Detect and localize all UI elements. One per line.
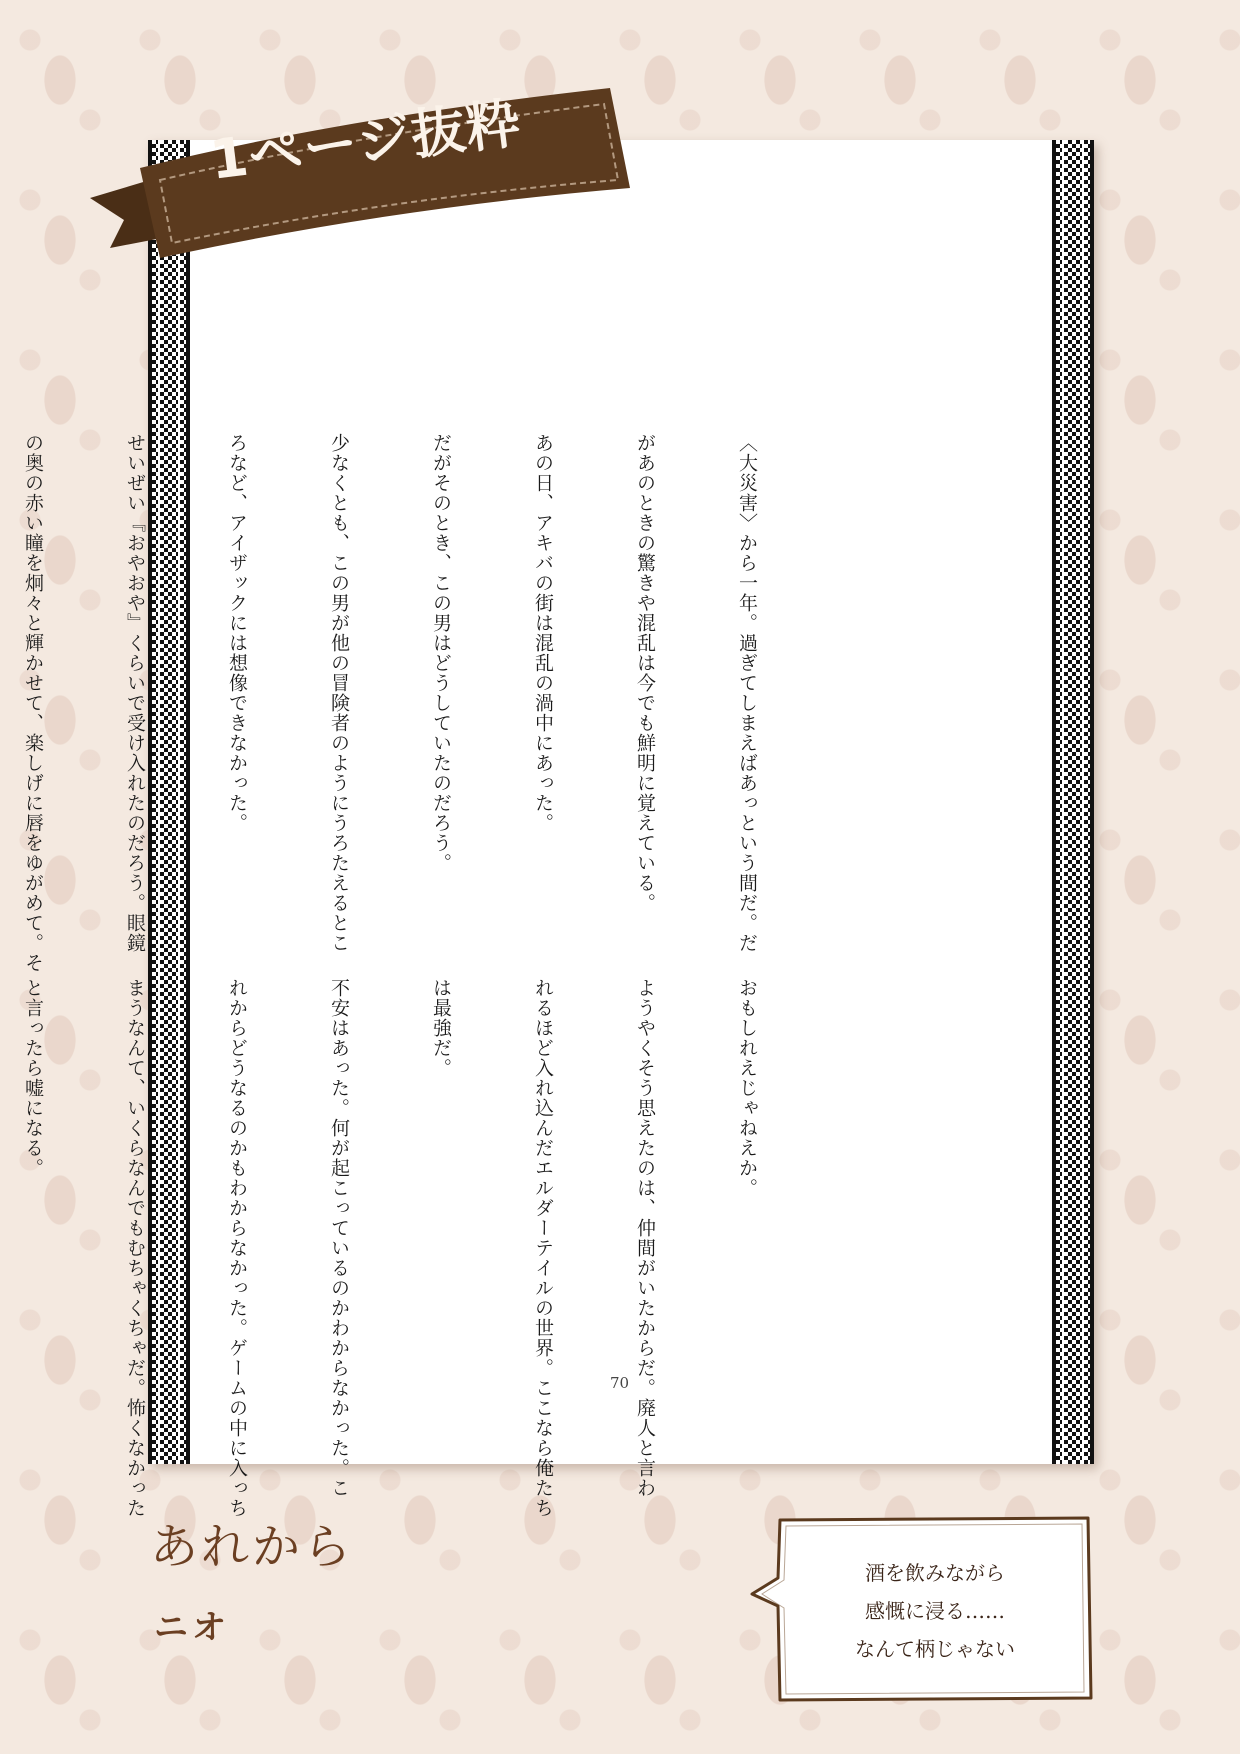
banner-title: 1ページ抜粋: [206, 91, 525, 192]
text-line: 不安はあった。何が起こっているのかわからなかった。こ: [328, 978, 350, 1498]
text-line: まうなんて、いくらなんでもむちゃくちゃだ。怖くなかった: [124, 978, 146, 1518]
excerpt-text-lower: [0, 978, 832, 1518]
work-title: あれから: [150, 1519, 355, 1575]
text-line: と言ったら嘘になる。: [22, 978, 44, 1178]
text-line: れるほど入れ込んだエルダーテイルの世界。ここなら俺たち: [532, 978, 554, 1518]
bubble-caption: [790, 1554, 1080, 1668]
text-line: ろなど、アイザックには想像できなかった。: [226, 433, 248, 833]
excerpt-banner: [90, 88, 650, 258]
caption-line: 酒を飲みながら: [865, 1561, 1005, 1585]
text-line: ようやくそう思えたのは、仲間がいたからだ。廃人と言わ: [634, 978, 656, 1498]
caption-line: 感慨に浸る……: [865, 1599, 1005, 1623]
page-number: 70: [610, 1374, 630, 1392]
text-line: は最強だ。: [430, 978, 452, 1078]
text-line: 〈大災害〉から一年。過ぎてしまえばあっという間だ。だ: [736, 433, 758, 953]
text-line: れからどうなるのかもわからなかった。ゲームの中に入っち: [226, 978, 248, 1518]
text-line: だがそのとき、この男はどうしていたのだろう。: [430, 433, 452, 873]
text-line: せいぜい『おやおや』くらいで受け入れたのだろう。眼鏡: [124, 433, 146, 953]
text-line: 少なくとも、この男が他の冒険者のようにうろたえるとこ: [328, 433, 350, 953]
excerpt-page: [22, 140, 1094, 1518]
checkered-border-right: [1052, 140, 1094, 1464]
author-name: ニオ: [154, 1608, 230, 1648]
text-line: があのときの驚きや混乱は今でも鮮明に覚えている。: [634, 433, 656, 913]
excerpt-text-upper: [0, 433, 832, 973]
speech-bubble: [750, 1514, 1095, 1704]
text-line: おもしれえじゃねえか。: [736, 978, 758, 1198]
caption-line: なんて柄じゃない: [855, 1637, 1015, 1661]
text-line: あの日、アキバの街は混乱の渦中にあった。: [532, 433, 554, 833]
text-line: の奥の赤い瞳を炯々と輝かせて、楽しげに唇をゆがめて。そ: [22, 433, 44, 973]
